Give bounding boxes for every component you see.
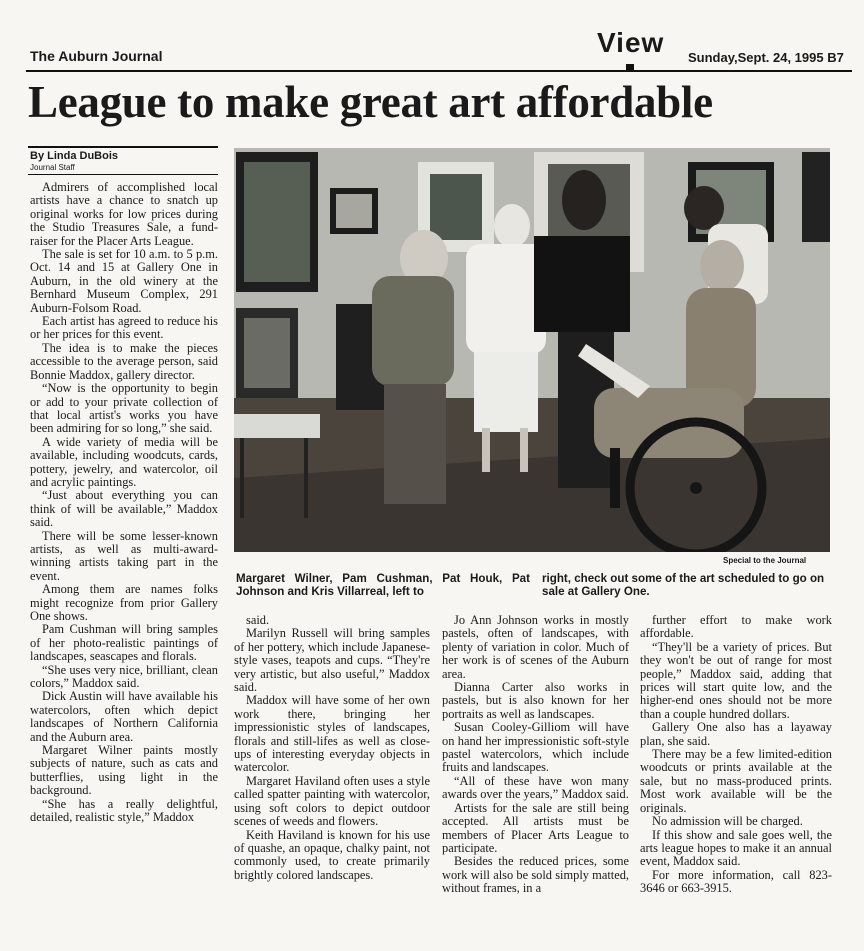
article-paragraph: “They'll be a variety of prices. But they won't be out of range for most people,” Maddox said, adding that prices will start quite low, and the higher-end ones should not be more than a couple hundred dollars. bbox=[640, 639, 832, 721]
photo bbox=[234, 148, 830, 552]
article-paragraph: “Just about everything you can think of will be available,” Maddox said. bbox=[30, 488, 218, 530]
article-paragraph: “Now is the opportunity to begin or add to your private collection of that local artist's works you have been admiring for so long,” she said. bbox=[30, 381, 218, 436]
article-paragraph: “She uses very nice, brilliant, clean colors,” Maddox said. bbox=[30, 662, 218, 691]
article-paragraph: For more information, call 823-3646 or 663-3915. bbox=[640, 867, 832, 896]
article-paragraph: Jo Ann Johnson works in mostly pastels, often of landscapes, with plenty of variation in color. Much of her work is of scenes of the Auburn area. bbox=[442, 613, 629, 681]
article-column-4 bbox=[640, 614, 832, 896]
gallery-photo-image bbox=[234, 148, 830, 552]
article-paragraph: No admission will be charged. bbox=[652, 814, 803, 829]
article-paragraph: “All of these have won many awards over the years,” Maddox said. bbox=[442, 773, 629, 802]
headline: League to make great art affordable bbox=[28, 77, 713, 127]
article-paragraph: further effort to make work affordable. bbox=[640, 613, 832, 641]
issue-date-page: Sunday,Sept. 24, 1995 B7 bbox=[688, 50, 844, 65]
photo-caption-left: Margaret Wilner, Pam Cushman, Pat Houk, Pat Johnson and Kris Villarreal, left to bbox=[236, 572, 530, 598]
article-paragraph: The idea is to make the pieces accessible to the average person, said Bonnie Maddox, gallery director. bbox=[30, 340, 218, 382]
article-paragraph: Maddox will have some of her own work there, bringing her impressionistic styles of landscapes, florals and still-lifes as well as close-ups of interesting everyday objects in watercolor. bbox=[234, 693, 430, 775]
article-paragraph: Keith Haviland is known for his use of quashe, an opaque, chalky paint, not commonly used, to create primarily brightly colored landscapes. bbox=[234, 827, 430, 882]
article-paragraph: Artists for the sale are still being accepted. All artists must be members of Placer Arts League to participate. bbox=[442, 800, 629, 855]
article-paragraph: Susan Cooley-Gilliom will have on hand her impressionistic soft-style pastel watercolors, which include fruits and landscapes. bbox=[442, 720, 629, 775]
paper-name: The Auburn Journal bbox=[30, 48, 163, 64]
article-column-3 bbox=[442, 614, 629, 896]
article-paragraph: said. bbox=[246, 613, 270, 627]
article-paragraph: Among them are names folks might recognize from prior Gallery One shows. bbox=[30, 582, 218, 623]
article-paragraph: “She has a really delightful, detailed, realistic style,” Maddox bbox=[30, 796, 218, 825]
article-paragraph: Admirers of accomplished local artists have a chance to snatch up original works for low prices during the Studio Treasures Sale, a fund-raiser for the Placer Arts League. bbox=[30, 180, 218, 248]
article-paragraph: Dianna Carter also works in pastels, but is also known for her portraits as well as landscapes. bbox=[442, 680, 629, 721]
photo-caption-right: right, check out some of the art scheduled to go on sale at Gallery One. bbox=[542, 572, 825, 598]
article-column-1 bbox=[30, 181, 218, 825]
article-paragraph: There may be a few limited-edition woodcuts or prints available at the sale, but no mass-produced prints. Most work available will be the originals. bbox=[640, 747, 832, 815]
article-paragraph: Pam Cushman will bring samples of her photo-realistic paintings of landscapes, seascapes and florals. bbox=[30, 622, 218, 664]
article-paragraph: The sale is set for 10 a.m. to 5 p.m. Oct. 14 and 15 at Gallery One in Auburn, in the old winery at the Bernhard Museum Complex, 291 Auburn-Folsom Road. bbox=[30, 247, 218, 315]
article-paragraph: Margaret Wilner paints mostly subjects of nature, such as cats and butterflies, using light in the background. bbox=[30, 743, 218, 798]
article-column-2 bbox=[234, 614, 430, 882]
masthead-rule bbox=[26, 70, 852, 72]
article-paragraph: A wide variety of media will be available, including woodcuts, cards, pottery, jewelry, and watercolor, oil and acrylic paintings. bbox=[30, 434, 218, 489]
byline-title: Journal Staff bbox=[30, 163, 75, 172]
photo-credit: Special to the Journal bbox=[723, 556, 807, 565]
byline-rule-top bbox=[28, 146, 218, 148]
article-paragraph: Dick Austin will have available his watercolors, often which depict landscapes of Northern California and the Auburn area. bbox=[30, 689, 218, 744]
article-paragraph: Margaret Haviland often uses a style called spatter painting with watercolor, using soft colors to depict outdoor scenes of weeds and flowers. bbox=[234, 773, 430, 829]
article-paragraph: If this show and sale goes well, the arts league hopes to make it an annual event, Maddox said. bbox=[640, 827, 832, 869]
article-paragraph: Gallery One also has a layaway plan, she said. bbox=[640, 720, 832, 748]
section-name: View bbox=[597, 27, 665, 58]
article-paragraph: Each artist has agreed to reduce his or her prices for this event. bbox=[30, 314, 218, 342]
byline-author: By Linda DuBois bbox=[30, 150, 119, 162]
article-paragraph: Marilyn Russell will bring samples of her pottery, which include Japanese-style vases, teapots and cups. “They're very artistic, but also useful,” Maddox said. bbox=[234, 626, 430, 695]
byline-rule-bottom bbox=[28, 174, 218, 175]
article-paragraph: There will be some lesser-known artists, as well as multi-award-winning artists taking part in the event. bbox=[30, 528, 218, 583]
article-paragraph: Besides the reduced prices, some work will also be sold simply matted, without frames, in a bbox=[442, 854, 629, 896]
